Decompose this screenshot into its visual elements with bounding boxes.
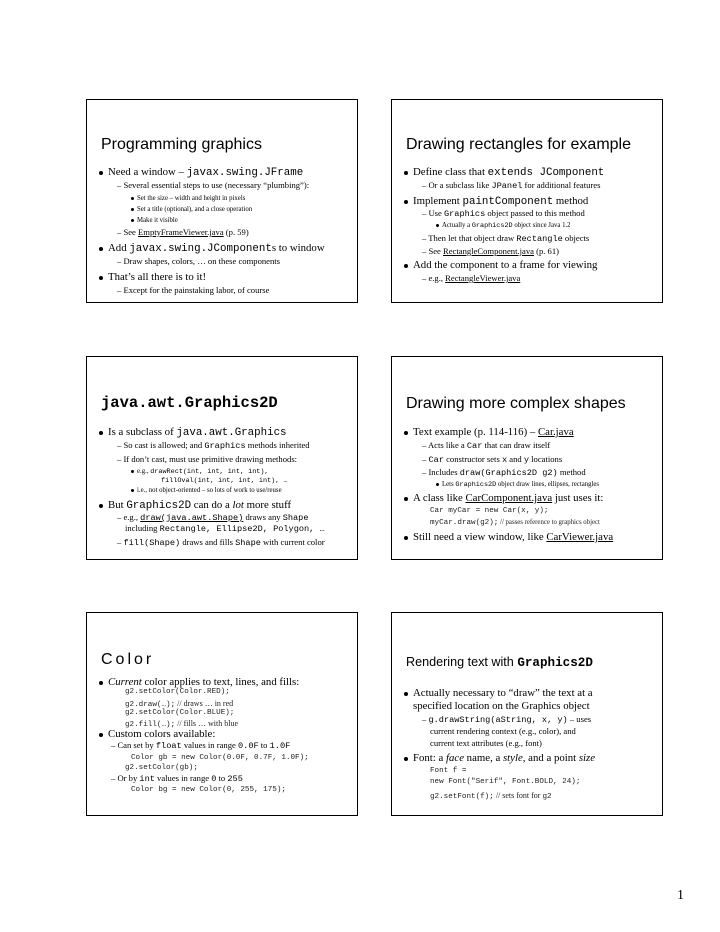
slide-complex-shapes	[391, 356, 663, 560]
sub-line: – Includes draw(Graphics2D g2) method	[422, 467, 586, 478]
sub-line: – fill(Shape) draws and fills Shape with current color	[117, 537, 325, 548]
code-line: Car myCar = new Car(x, y);	[430, 507, 549, 515]
slide-programming-graphics	[86, 99, 358, 303]
slide-title: Rendering text with Graphics2D	[406, 655, 593, 670]
sub-line: – See EmptyFrameViewer.java (p. 59)	[117, 227, 249, 237]
sub-sub-line: Lets Graphics2D object draw lines, ellipses, rectangles	[436, 481, 599, 490]
sub-line: current rendering context (e.g., color), and	[430, 726, 576, 736]
code-line: g2.fill(…); // fills … with blue	[125, 719, 239, 729]
sub-line: – e.g., draw(java.awt.Shape) draws any Shape	[117, 512, 309, 523]
sub-sub-line: Actually a Graphics2D object since Java 1.2	[436, 222, 571, 231]
sub-sub-line: i.e., not object-oriented – so lots of work to use/reuse	[131, 487, 282, 495]
sub-line: – If don’t cast, must use primitive drawing methods:	[117, 454, 298, 464]
slide-color	[86, 612, 358, 816]
link-carcomponent[interactable]: CarComponent.java	[465, 492, 553, 504]
code-line: g2.setFont(f); // sets font for g2	[430, 791, 552, 801]
bullet-line: Current color applies to text, lines, and fills:	[99, 676, 299, 688]
bullet-line: Still need a view window, like CarViewer.java	[404, 531, 613, 543]
sub-line: – e.g., RectangleViewer.java	[422, 273, 521, 283]
sub-line: – g.drawString(aString, x, y) – uses	[422, 714, 592, 725]
slide-title: Programming graphics	[101, 136, 262, 153]
slide-graphics2d	[86, 356, 358, 560]
slide-title: Drawing rectangles for example	[406, 136, 631, 153]
slide-title: java.awt.Graphics2D	[101, 394, 278, 412]
code-line: g2.setColor(Color.BLUE);	[125, 709, 235, 717]
sub-sub-line: e.g., drawRect(int, int, int, int),	[131, 468, 269, 477]
sub-line: – Several essential steps to use (necessary “plumbing”):	[117, 180, 310, 190]
sub-line: – Or a subclass like JPanel for additional features	[422, 180, 601, 191]
bullet-line: Need a window – javax.swing.JFrame	[99, 166, 303, 179]
code-line: Color bg = new Color(0, 255, 175);	[131, 786, 286, 794]
code-line: new Font("Serif", Font.BOLD, 24);	[430, 778, 581, 786]
sub-sub-line: Set the size – width and height in pixels	[131, 195, 245, 203]
link-car[interactable]: Car.java	[537, 426, 574, 438]
bullet-line: Custom colors available:	[99, 728, 215, 740]
bullet-line: Actually necessary to “draw” the text at a	[404, 687, 593, 699]
link-emptyframeviewer[interactable]: EmptyFrameViewer.java	[138, 227, 224, 237]
sub-sub-line: fillOval(int, int, int, int), …	[161, 477, 288, 485]
code-line: Font f =	[430, 767, 467, 775]
sub-line: – Can set by float values in range 0.0F to 1.0F	[111, 740, 291, 751]
code-line: g2.setColor(Color.RED);	[125, 688, 230, 696]
bullet-line: But Graphics2D can do a lot more stuff	[99, 499, 291, 512]
bullet-line-cont: specified location on the Graphics object	[413, 700, 590, 712]
bullet-line: Add javax.swing.JComponents to window	[99, 242, 325, 255]
sub-sub-line: Set a title (optional), and a close operation	[131, 206, 252, 214]
sub-line: current text attributes (e.g., font)	[430, 738, 542, 748]
sub-line: – See RectangleComponent.java (p. 61)	[422, 246, 560, 256]
bullet-line: Font: a face name, a style, and a point size	[404, 752, 595, 764]
sub-line: – So cast is allowed; and Graphics methods inherited	[117, 440, 310, 451]
sub-line: – Acts like a Car that can draw itself	[422, 440, 551, 451]
bullet-line: Is a subclass of java.awt.Graphics	[99, 426, 287, 439]
code-line: g2.draw(…); // draws … in red	[125, 699, 234, 709]
bullet-line: Define class that extends JComponent	[404, 166, 604, 179]
slide-title: Color	[101, 651, 155, 668]
bullet-line: A class like CarComponent.java just uses it:	[404, 492, 603, 504]
sub-line: – Car constructor sets x and y locations	[422, 454, 563, 465]
page-number: 1	[677, 888, 684, 903]
code-line: Color gb = new Color(0.0F, 0.7F, 1.0F);	[131, 754, 309, 762]
bullet-line: Text example (p. 114-116) – Car.java	[404, 426, 574, 438]
slide-rendering-text	[391, 612, 663, 816]
link-carviewer[interactable]: CarViewer.java	[546, 531, 614, 543]
sub-line: including Rectangle, Ellipse2D, Polygon, …	[125, 523, 325, 534]
bullet-line: Add the component to a frame for viewing	[404, 259, 597, 271]
bullet-line: That’s all there is to it!	[99, 271, 206, 283]
code-line: myCar.draw(g2); // passes reference to graphics object	[430, 519, 600, 527]
slide-drawing-rectangles	[391, 99, 663, 303]
sub-line: – Except for the painstaking labor, of course	[117, 285, 270, 295]
sub-sub-line: Make it visible	[131, 217, 178, 225]
sub-line: – Use Graphics object passed to this method	[422, 208, 585, 219]
bullet-line: Implement paintComponent method	[404, 195, 588, 208]
sub-line: – Then let that object draw Rectangle objects	[422, 233, 590, 244]
code-line: g2.setColor(gb);	[125, 764, 198, 772]
link-rectangleviewer[interactable]: RectangleViewer.java	[445, 273, 521, 283]
link-rectanglecomponent[interactable]: RectangleComponent.java	[443, 246, 534, 256]
slide-title: Drawing more complex shapes	[406, 395, 626, 412]
sub-line: – Or by int values in range 0 to 255	[111, 773, 243, 784]
sub-line: – Draw shapes, colors, … on these components	[117, 256, 281, 266]
